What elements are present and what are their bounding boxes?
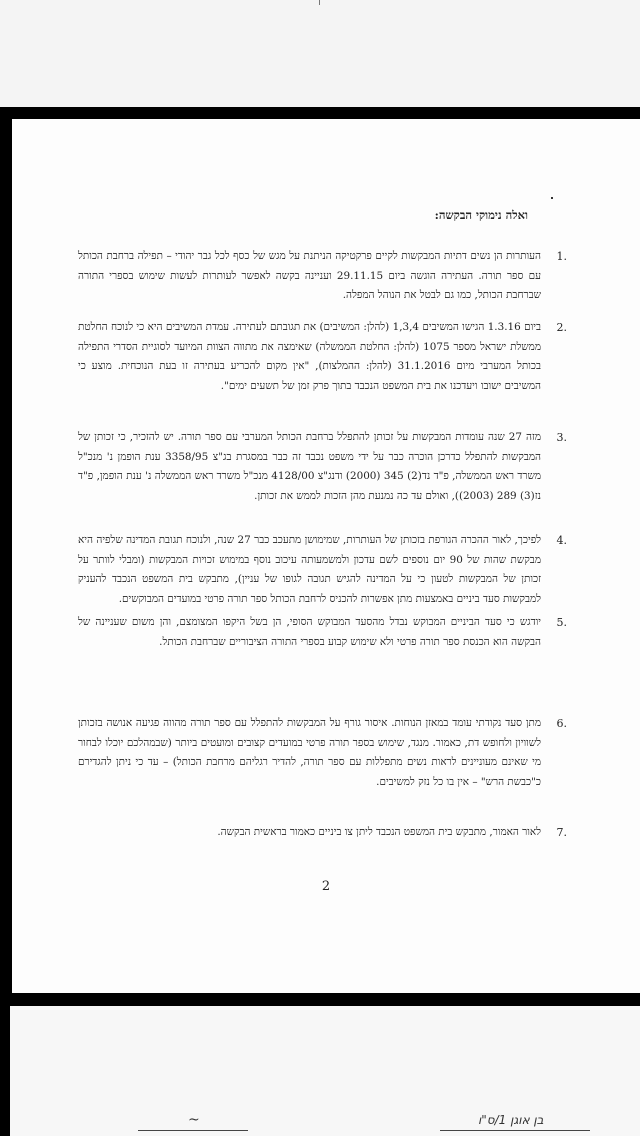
paragraph-number: 6. — [556, 717, 567, 730]
paragraph-number: 7. — [556, 826, 567, 839]
paragraph-text: העותרות הן נשים דתיות המבקשות לקיים פרקטיקה הניתנת על מגש של כסף לכל גבר יהודי – תפילה ברחבת הכותל עם ספר תורה. העתירה הוגשה ביום 29.11.15 ועניינה בקשה לאפשר לעותרות לעשות שימוש בספרי התורה שברחבת הכותל, כמו גם לבטל את הנוהל המפלה. — [78, 250, 541, 301]
speck — [551, 197, 553, 199]
paragraph-2 — [78, 318, 567, 396]
paragraph-number: 4. — [556, 534, 567, 547]
paragraph-number: 1. — [556, 250, 567, 263]
document-page — [12, 119, 640, 993]
paragraph-text: לפיכך, לאור ההכרה הגורפת בזכותן של העותרות, שמימושן מתעכב כבר 27 שנה, ולנוכח תגובת המדינה שלפיה היא מבקשת שהות של 90 יום נוספים לשם עדכון ולמשמעותה עיכוב נוסף במימוש זכויות המבקשות (ומבלי לוותר על זכותן של המבקשות לטעון כי על המדינה להגיש תגובה לגופו של עניין), מתבקש בית המשפט הנכבד להעניק למבקשות סעד ביניים באמצעות מתן אפשרות להכניס לרחבת הכותל ספר תורה פרטי במועדים המבוקשים. — [78, 534, 541, 605]
paragraph-text: יודגש כי סעד הביניים המבוקש נבדל מהסעד המבוקש הסופי, הן בשל היקפו המצומצם, והן משום שעניינה של הבקשה הוא הכנסת ספר תורה פרטי ולא שימוש קבוע בספרי התורה הציבוריים שברחבת הכותל. — [78, 616, 541, 648]
paragraph-6 — [78, 714, 567, 792]
paragraph-7 — [78, 823, 567, 843]
next-page-fragment — [10, 1006, 640, 1136]
signature-line-left — [138, 1130, 248, 1131]
section-intro: ואלה נימוקי הבקשה: — [434, 208, 528, 222]
paragraph-text: מתן סעד נקודתי עומד במאזן הנוחות. איסור גורף על המבקשות להתפלל עם ספר תורה מהווה פגיעה אנושה בזכותן לשוויון ולחופש דת, כאמור. מנגד, שימוש בספר תורה פרטי במועדים קצובים ומועטים ביותר (שבמהלכם יוכלו לבחור מי שאינם מעוניינים לראות נשים מתפללות עם ספר תורה, להדיר רגליהם מרחבת הכותל) – עד כי ניתן להגדירם כ"כבשת הרש" – אין בו כל נזק למשיבים. — [78, 717, 541, 788]
signature-scribble: ~ — [188, 1112, 200, 1128]
paragraph-number: 5. — [556, 616, 567, 629]
paragraph-1 — [78, 247, 567, 306]
page-mark — [319, 0, 320, 5]
paragraph-3 — [78, 428, 567, 506]
previous-page-fragment — [0, 0, 640, 107]
signature-line-right — [440, 1130, 590, 1131]
paragraph-4 — [78, 531, 567, 609]
paragraph-text: לאור האמור, מתבקש בית המשפט הנכבד ליתן צו ביניים כאמור בראשית הבקשה. — [217, 826, 541, 838]
page-number: 2 — [321, 879, 331, 894]
handwritten-note: בן אוגן 1/ס"ו — [478, 1113, 544, 1127]
paragraph-number: 3. — [556, 431, 567, 444]
paragraph-5 — [78, 613, 567, 652]
paragraph-number: 2. — [556, 321, 567, 334]
paragraph-text: מזה 27 שנה עומדות המבקשות על זכותן להתפלל ברחבת הכותל המערבי עם ספר תורה. יש להזכיר, כי זכותן של המבקשות להתפלל כדרכן הוכרה כבר על ידי משפט נכבד זה כבר במסגרת בג"צ 3358/95 ענת הופמן נ' מנכ"ל משרד ראש הממשלה, פ"ד נד(2) 345 (2000) ודנג"צ 4128/00 מנכ"ל משרד ראש הממשלה נ' ענת הופמן, פ"ד נז(3) 289 (2003)), ואולם עד כה נמנעת מהן הזכות לממש את זכותן. — [78, 431, 542, 502]
paragraph-text: ביום 1.3.16 הגישו המשיבים 1,3,4 (להלן: המשיבים) את תגובתם לעתירה. עמדת המשיבים היא כי לנוכח החלטת ממשלת ישראל מספר 1075 (להלן: החלטת הממשלה) שאימצה את מתווה הצוות המיועד לסוגיית הסדרי התפילה בכותל המערבי מיום 31.1.2016 (להלן: ההמלצות), "אין מקום להכריע בעתירה זו בעת הנוכחית. מוצע כי המשיבים ישובו ויעדכנו את בית המשפט הנכבד בתוך פרק זמן של תשעים ימים". — [78, 321, 541, 392]
